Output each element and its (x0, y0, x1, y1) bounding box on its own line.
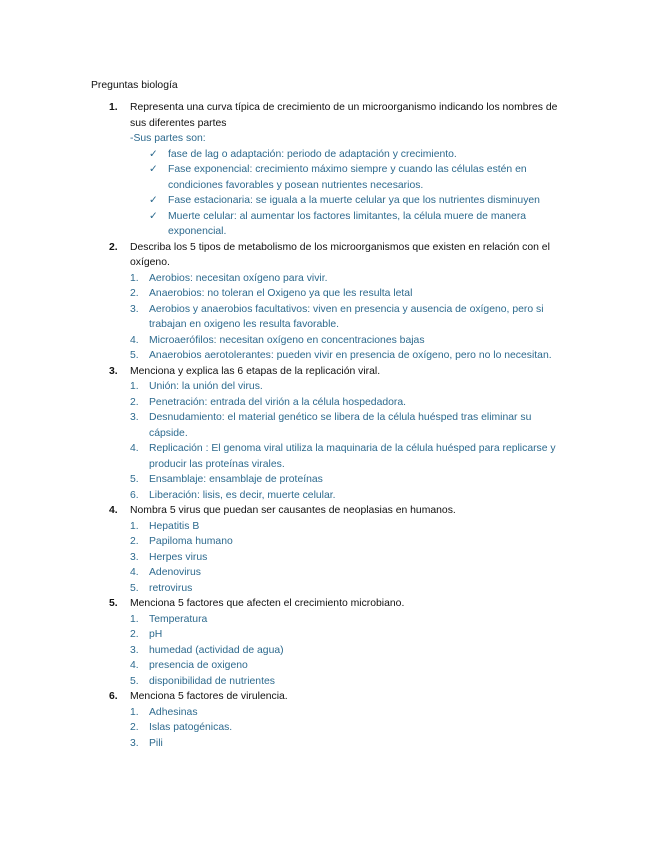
answer-text: Microaerófilos: necesitan oxígeno en concentraciones bajas (149, 334, 425, 346)
answer-item (130, 612, 569, 628)
answer-text: disponibilidad de nutrientes (149, 675, 275, 687)
check-item-text: Muerte celular: al aumentar los factores limitantes, la célula muere de manera exponencial. (168, 210, 527, 237)
answer-number: 2. (130, 396, 139, 408)
checkmark-icon: ✓ (149, 164, 158, 175)
answer-number: 4. (130, 334, 139, 346)
answer-text: Papiloma humano (149, 536, 233, 547)
check-item-text: Fase estacionaria: se iguala a la muerte celular ya que los nutrientes disminuyen (168, 195, 540, 206)
checkmark-icon: ✓ (149, 210, 158, 222)
question-text: Nombra 5 virus que puedan ser causantes de neoplasias en humanos. (130, 505, 456, 516)
answer-item (130, 550, 569, 566)
answer-text: Hepatitis B (149, 520, 200, 532)
answer-text: Aerobios y anaerobios facultativos: viven en presencia y ausencia de oxígeno, pero si trabajan en oxigeno les resulta favorable. (149, 303, 544, 330)
answer-number: 1. (130, 706, 139, 718)
answer-number: 3. (130, 551, 139, 563)
answer-item (130, 534, 569, 550)
question-list (0, 100, 655, 751)
answer-text: Penetración: entrada del virión a la célula hospedadora. (149, 396, 407, 408)
answer-number: 3. (130, 737, 139, 749)
question-4 (0, 503, 655, 596)
answer-text: Ensamblaje: ensamblaje de proteínas (149, 474, 323, 485)
answer-item (130, 643, 569, 659)
question-number: 3. (109, 365, 118, 377)
answer-list (130, 612, 655, 690)
check-item (130, 162, 558, 193)
answer-text: Adenovirus (149, 567, 201, 578)
answer-item (130, 348, 569, 364)
answer-item (130, 395, 569, 411)
answer-number: 5. (130, 675, 139, 687)
answer-text: Herpes virus (149, 551, 208, 563)
answer-text: pH (149, 629, 163, 640)
answer-number: 5. (130, 474, 139, 485)
checkmark-icon: ✓ (149, 195, 158, 206)
question-6 (0, 689, 655, 751)
checkmark-icon: ✓ (149, 148, 158, 160)
answer-list (130, 519, 655, 597)
answer-item (130, 379, 569, 395)
answer-item (130, 271, 569, 287)
check-item (130, 209, 558, 240)
answer-item (130, 705, 569, 721)
answer-item (130, 410, 569, 441)
question-3 (0, 364, 655, 504)
answer-item (130, 627, 569, 643)
answer-item (130, 658, 569, 674)
answer-number: 5. (130, 350, 139, 361)
answer-number: 2. (130, 288, 139, 299)
answer-text: Pili (149, 737, 163, 749)
answer-number: 3. (130, 644, 139, 656)
answer-number: 1. (130, 613, 139, 625)
answer-text: Aerobios: necesitan oxígeno para vivir. (149, 272, 328, 284)
question-2 (0, 240, 655, 364)
answer-text: Unión: la unión del virus. (149, 381, 263, 392)
check-item (130, 193, 558, 209)
question-text: Menciona 5 factores que afecten el crecimiento microbiano. (130, 598, 405, 609)
answer-text: Temperatura (149, 613, 208, 625)
answer-number: 3. (130, 303, 139, 315)
question-number: 4. (109, 505, 118, 516)
answer-number: 4. (130, 660, 139, 671)
answer-number: 2. (130, 629, 139, 640)
answer-number: 1. (130, 272, 139, 284)
answer-number: 4. (130, 567, 139, 578)
question-text: Representa una curva típica de crecimiento de un microorganismo indicando los nombres de sus diferentes partes (130, 102, 558, 129)
question-1 (0, 100, 655, 240)
answer-text: retrovirus (149, 582, 193, 594)
question-number: 6. (109, 691, 118, 702)
answer-text: Anaerobios aerotolerantes: pueden vivir en presencia de oxígeno, pero no lo necesitan. (149, 350, 552, 361)
answer-item (130, 581, 569, 597)
question-5 (0, 596, 655, 689)
check-item-text: fase de lag o adaptación: periodo de adaptación y crecimiento. (168, 148, 457, 160)
question-text: Menciona y explica las 6 etapas de la replicación viral. (130, 365, 381, 377)
answer-item (130, 488, 569, 504)
question-number: 2. (109, 241, 118, 253)
answer-number: 5. (130, 582, 139, 594)
answer-number: 2. (130, 536, 139, 547)
answer-number: 2. (130, 722, 139, 733)
question-number: 5. (109, 598, 118, 609)
document-title: Preguntas biología (91, 80, 178, 91)
answer-list (130, 705, 655, 752)
answer-number: 4. (130, 443, 139, 454)
answer-item (130, 472, 569, 488)
answer-text: Adhesinas (149, 706, 198, 718)
answer-number: 6. (130, 489, 139, 501)
answer-text: presencia de oxigeno (149, 660, 248, 671)
answer-text: Anaerobios: no toleran el Oxigeno ya que les resulta letal (149, 288, 413, 299)
answer-item (130, 674, 569, 690)
check-item-text: Fase exponencial: crecimiento máximo siempre y cuando las células estén en condiciones favorables y posean nutrientes necesarios. (168, 164, 527, 191)
answer-text: Desnudamiento: el material genético se libera de la célula huésped tras eliminar su cápside. (149, 412, 532, 439)
answer-text: Replicación : El genoma viral utiliza la maquinaria de la célula huésped para replicarse y producir las proteínas virales. (149, 443, 556, 470)
answer-item (130, 736, 569, 752)
answer-intro: -Sus partes son: (130, 133, 206, 144)
answer-item (130, 302, 569, 333)
check-item (130, 147, 558, 163)
answer-item (130, 565, 569, 581)
check-list (130, 147, 655, 240)
answer-text: humedad (actividad de agua) (149, 644, 284, 656)
answer-item (130, 286, 569, 302)
answer-text: Liberación: lisis, es decir, muerte celular. (149, 489, 336, 501)
question-number: 1. (109, 102, 118, 113)
answer-list (130, 379, 655, 503)
answer-list (130, 271, 655, 364)
answer-item (130, 720, 569, 736)
question-text: Menciona 5 factores de virulencia. (130, 691, 288, 702)
answer-number: 1. (130, 381, 139, 392)
answer-number: 1. (130, 520, 139, 532)
answer-item (130, 519, 569, 535)
answer-number: 3. (130, 412, 139, 423)
question-text: Describa los 5 tipos de metabolismo de los microorganismos que existen en relación con el oxígeno. (130, 241, 550, 268)
answer-item (130, 441, 569, 472)
answer-text: Islas patogénicas. (149, 722, 233, 733)
answer-item (130, 333, 569, 349)
